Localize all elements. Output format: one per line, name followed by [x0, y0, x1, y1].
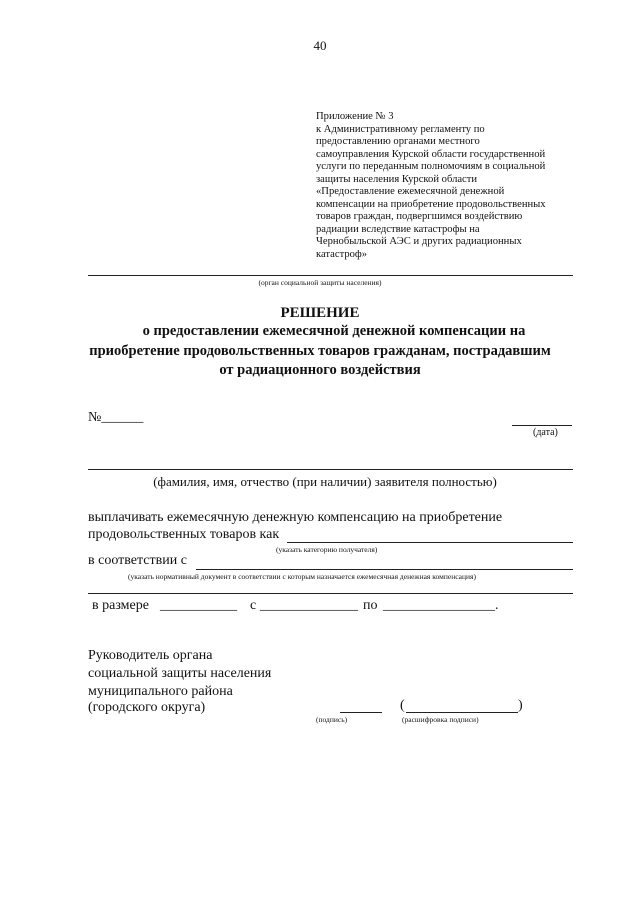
accordance-label: в соответствии с	[88, 553, 187, 568]
pay-text-line: продовольственных товаров как	[88, 527, 280, 542]
appendix-line: Чернобыльской АЭС и других радиационных	[316, 236, 522, 247]
from-date-field[interactable]: ______________	[260, 598, 358, 613]
appendix-line: самоуправления Курской области государственной	[316, 148, 546, 160]
appendix-block	[316, 111, 546, 261]
signatory-line: муниципального района	[88, 684, 233, 699]
appendix-line: товаров граждан, подвергшимся воздействию	[316, 211, 523, 222]
appendix-line: услуги по переданным полномочиям в социальной	[316, 161, 546, 172]
to-label: по	[363, 598, 378, 613]
applicant-name-line[interactable]	[88, 469, 573, 470]
page-number: 40	[313, 38, 327, 53]
amount-prefix: в размере	[92, 598, 149, 613]
decoding-open-paren: (	[400, 698, 405, 713]
signatory-line: (городского округа)	[88, 700, 206, 715]
legal-document-line-2[interactable]	[88, 593, 573, 594]
document-subtitle-line: от радиационного воздействия	[219, 362, 421, 378]
decoding-caption: (расшифровка подписи)	[402, 715, 479, 724]
document-subtitle-line: приобретение продовольственных товаров гражданам, пострадавшим	[89, 343, 551, 359]
signatory-line: Руководитель органа	[88, 648, 213, 663]
to-date-field[interactable]: ________________.	[383, 598, 499, 613]
signatory-line: социальной защиты населения	[88, 666, 272, 681]
authority-caption: (орган социальной защиты населения)	[258, 278, 382, 287]
date-caption: (дата)	[533, 427, 558, 438]
legal-document-line[interactable]	[196, 569, 573, 570]
pay-text-line: выплачивать ежемесячную денежную компенсацию на приобретение	[88, 510, 503, 525]
applicant-caption: (фамилия, имя, отчество (при наличии) заявителя полностью)	[153, 474, 497, 489]
appendix-line: к Административному регламенту по	[316, 123, 485, 135]
appendix-line: защиты населения Курской области	[316, 173, 478, 185]
appendix-line: «Предоставление ежемесячной денежной	[316, 186, 505, 197]
appendix-line: компенсации на приобретение продовольственных	[316, 198, 546, 210]
decision-number-field[interactable]: №______	[88, 410, 144, 425]
authority-line	[88, 275, 573, 276]
appendix-line: катастроф»	[316, 248, 368, 260]
appendix-line: радиации вследствие катастрофы на	[316, 223, 480, 235]
signature-line[interactable]	[340, 712, 382, 713]
document-subtitle-line: о предоставлении ежемесячной денежной компенсации на	[142, 323, 526, 339]
recipient-category-line[interactable]	[287, 542, 573, 543]
amount-field[interactable]: ___________	[160, 598, 237, 613]
document-title: РЕШЕНИЕ	[280, 305, 360, 321]
date-line[interactable]	[512, 425, 572, 426]
from-label: с	[250, 598, 257, 613]
appendix-line: предоставлению органами местного	[316, 136, 480, 147]
appendix-line: Приложение № 3	[316, 111, 394, 122]
decoding-line[interactable]	[406, 712, 518, 713]
document-caption: (указать нормативный документ в соответствии с которым назначается ежемесячная денежная компенсация)	[128, 572, 476, 581]
recipient-caption: (указать категорию получателя)	[276, 545, 378, 554]
signature-caption: (подпись)	[316, 715, 348, 724]
decoding-close-paren: )	[518, 698, 523, 713]
